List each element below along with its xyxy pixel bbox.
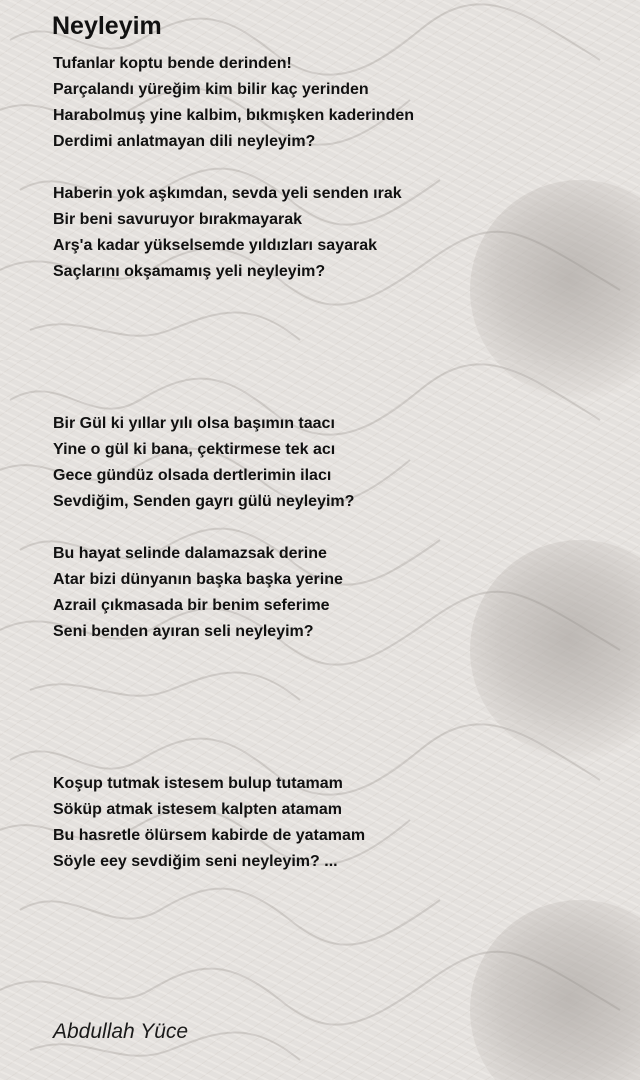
poem-line: Arş'a kadar yükselsemde yıldızları sayarak <box>53 237 378 254</box>
poem-author: Abdullah Yüce <box>53 1020 189 1043</box>
poem-line: Bir Gül ki yıllar yılı olsa başımın taacı <box>53 415 335 432</box>
poem-line: Bu hayat selinde dalamazsak derine <box>53 545 327 562</box>
poem-line: Bu hasretle ölürsem kabirde de yatamam <box>53 827 366 844</box>
poem-line: Parçalandı yüreğim kim bilir kaç yerinden <box>53 81 369 98</box>
poem-line: Azrail çıkmasada bir benim seferime <box>53 597 330 614</box>
poem-line: Haberin yok aşkımdan, sevda yeli senden ırak <box>53 185 402 202</box>
poem-line: Tufanlar koptu bende derinden! <box>53 55 292 72</box>
poem-line: Atar bizi dünyanın başka başka yerine <box>53 571 343 588</box>
poem-line: Söküp atmak istesem kalpten atamam <box>53 801 343 818</box>
poem-line: Seni benden ayıran seli neyleyim? <box>53 623 314 640</box>
poem-line: Derdimi anlatmayan dili neyleyim? <box>53 133 316 150</box>
poem-line: Koşup tutmak istesem bulup tutamam <box>53 775 343 792</box>
poem-line: Gece gündüz olsada dertlerimin ilacı <box>53 467 332 484</box>
poem-line: Yine o gül ki bana, çektirmese tek acı <box>53 441 336 458</box>
poem-line: Harabolmuş yine kalbim, bıkmışken kaderinden <box>53 107 415 124</box>
poem-line: Bir beni savuruyor bırakmayarak <box>53 211 303 228</box>
poem-line: Söyle eey sevdiğim seni neyleyim? ... <box>53 853 338 870</box>
poem-title: Neyleyim <box>52 12 162 40</box>
poem-line: Sevdiğim, Senden gayrı gülü neyleyim? <box>53 493 355 510</box>
poem-line: Saçlarını okşamamış yeli neyleyim? <box>53 263 326 280</box>
